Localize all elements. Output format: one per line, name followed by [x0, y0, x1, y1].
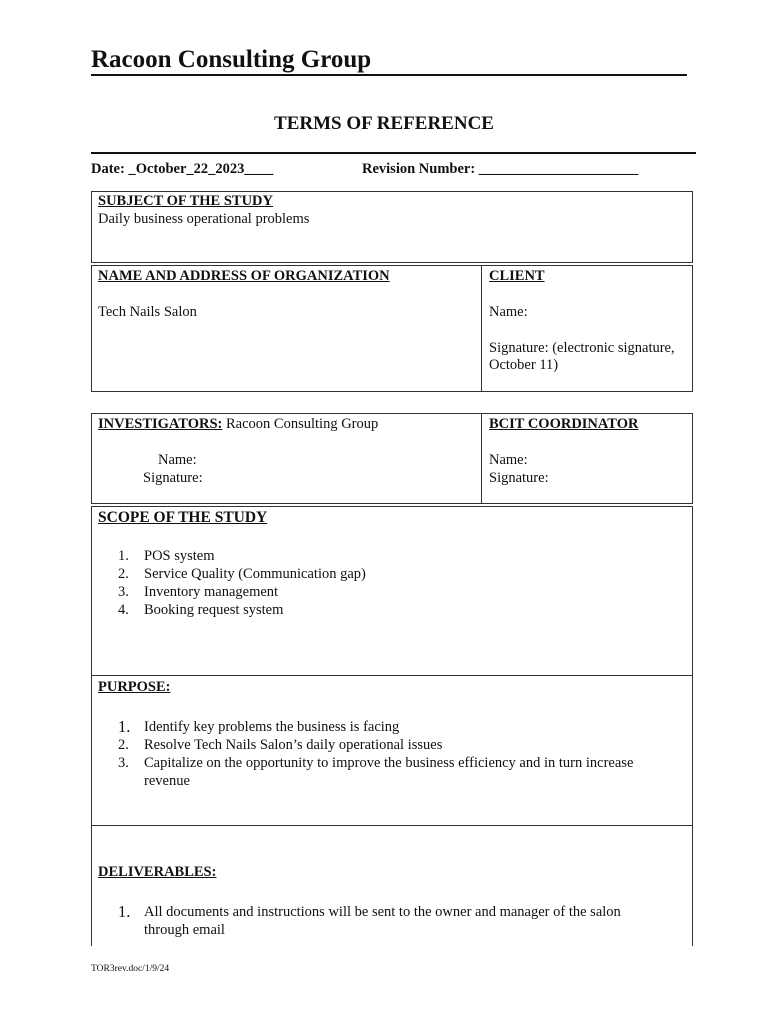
column-divider — [481, 266, 482, 391]
list-item: 1. All documents and instructions will be sent to the owner and manager of the salon through email — [118, 902, 621, 938]
subject-section — [91, 191, 693, 263]
study-details-section — [91, 506, 693, 946]
investigators-heading: INVESTIGATORS: — [98, 416, 223, 432]
deliverables-list — [98, 903, 621, 939]
deliverables-heading: DELIVERABLES: — [98, 864, 217, 880]
coordinator-heading: BCIT COORDINATOR — [489, 416, 639, 432]
organization-heading: NAME AND ADDRESS OF ORGANIZATION — [98, 268, 390, 284]
subject-heading: SUBJECT OF THE STUDY — [98, 193, 273, 209]
scope-heading: SCOPE OF THE STUDY — [98, 509, 268, 526]
section-divider — [92, 675, 692, 676]
organization-name: Tech Nails Salon — [98, 304, 197, 320]
organization-client-section — [91, 265, 693, 392]
document-title: TERMS OF REFERENCE — [274, 113, 494, 134]
client-heading: CLIENT — [489, 268, 545, 284]
client-name-label: Name: — [489, 304, 528, 320]
investigators-coordinator-section — [91, 413, 693, 504]
company-underline — [91, 74, 687, 76]
list-item: 2. Resolve Tech Nails Salon’s daily operational issues — [118, 737, 443, 753]
investigators-name-label: Name: — [158, 452, 197, 468]
client-signature-line2: October 11) — [489, 357, 559, 373]
list-item: 1. POS system — [118, 548, 215, 564]
subject-text: Daily business operational problems — [98, 211, 310, 227]
list-item: 1. Identify key problems the business is facing — [118, 717, 400, 736]
section-divider — [92, 825, 692, 826]
company-name: Racoon Consulting Group — [91, 46, 372, 73]
revision-number-field: Revision Number: ______________________ — [362, 161, 639, 177]
list-item: 3. Inventory management — [118, 584, 279, 600]
purpose-list — [98, 718, 633, 790]
title-divider — [91, 152, 696, 154]
investigators-signature-label: Signature: — [143, 470, 203, 486]
investigators-value: Racoon Consulting Group — [222, 416, 379, 432]
footer-filename: TOR3rev.doc/1/9/24 — [91, 964, 170, 974]
coordinator-name-label: Name: — [489, 452, 528, 468]
coordinator-signature-label: Signature: — [489, 470, 549, 486]
investigators-line — [98, 415, 378, 433]
list-item: 2. Service Quality (Communication gap) — [118, 566, 366, 582]
client-signature-line1: Signature: (electronic signature, — [489, 340, 675, 356]
list-item: 4. Booking request system — [118, 602, 284, 618]
scope-list — [98, 547, 366, 619]
list-item: 3. Capitalize on the opportunity to improve the business efficiency and in turn increase revenue — [118, 755, 634, 789]
column-divider — [481, 414, 482, 503]
purpose-heading: PURPOSE: — [98, 679, 171, 695]
date-field: Date: _October_22_2023____ — [91, 161, 274, 177]
